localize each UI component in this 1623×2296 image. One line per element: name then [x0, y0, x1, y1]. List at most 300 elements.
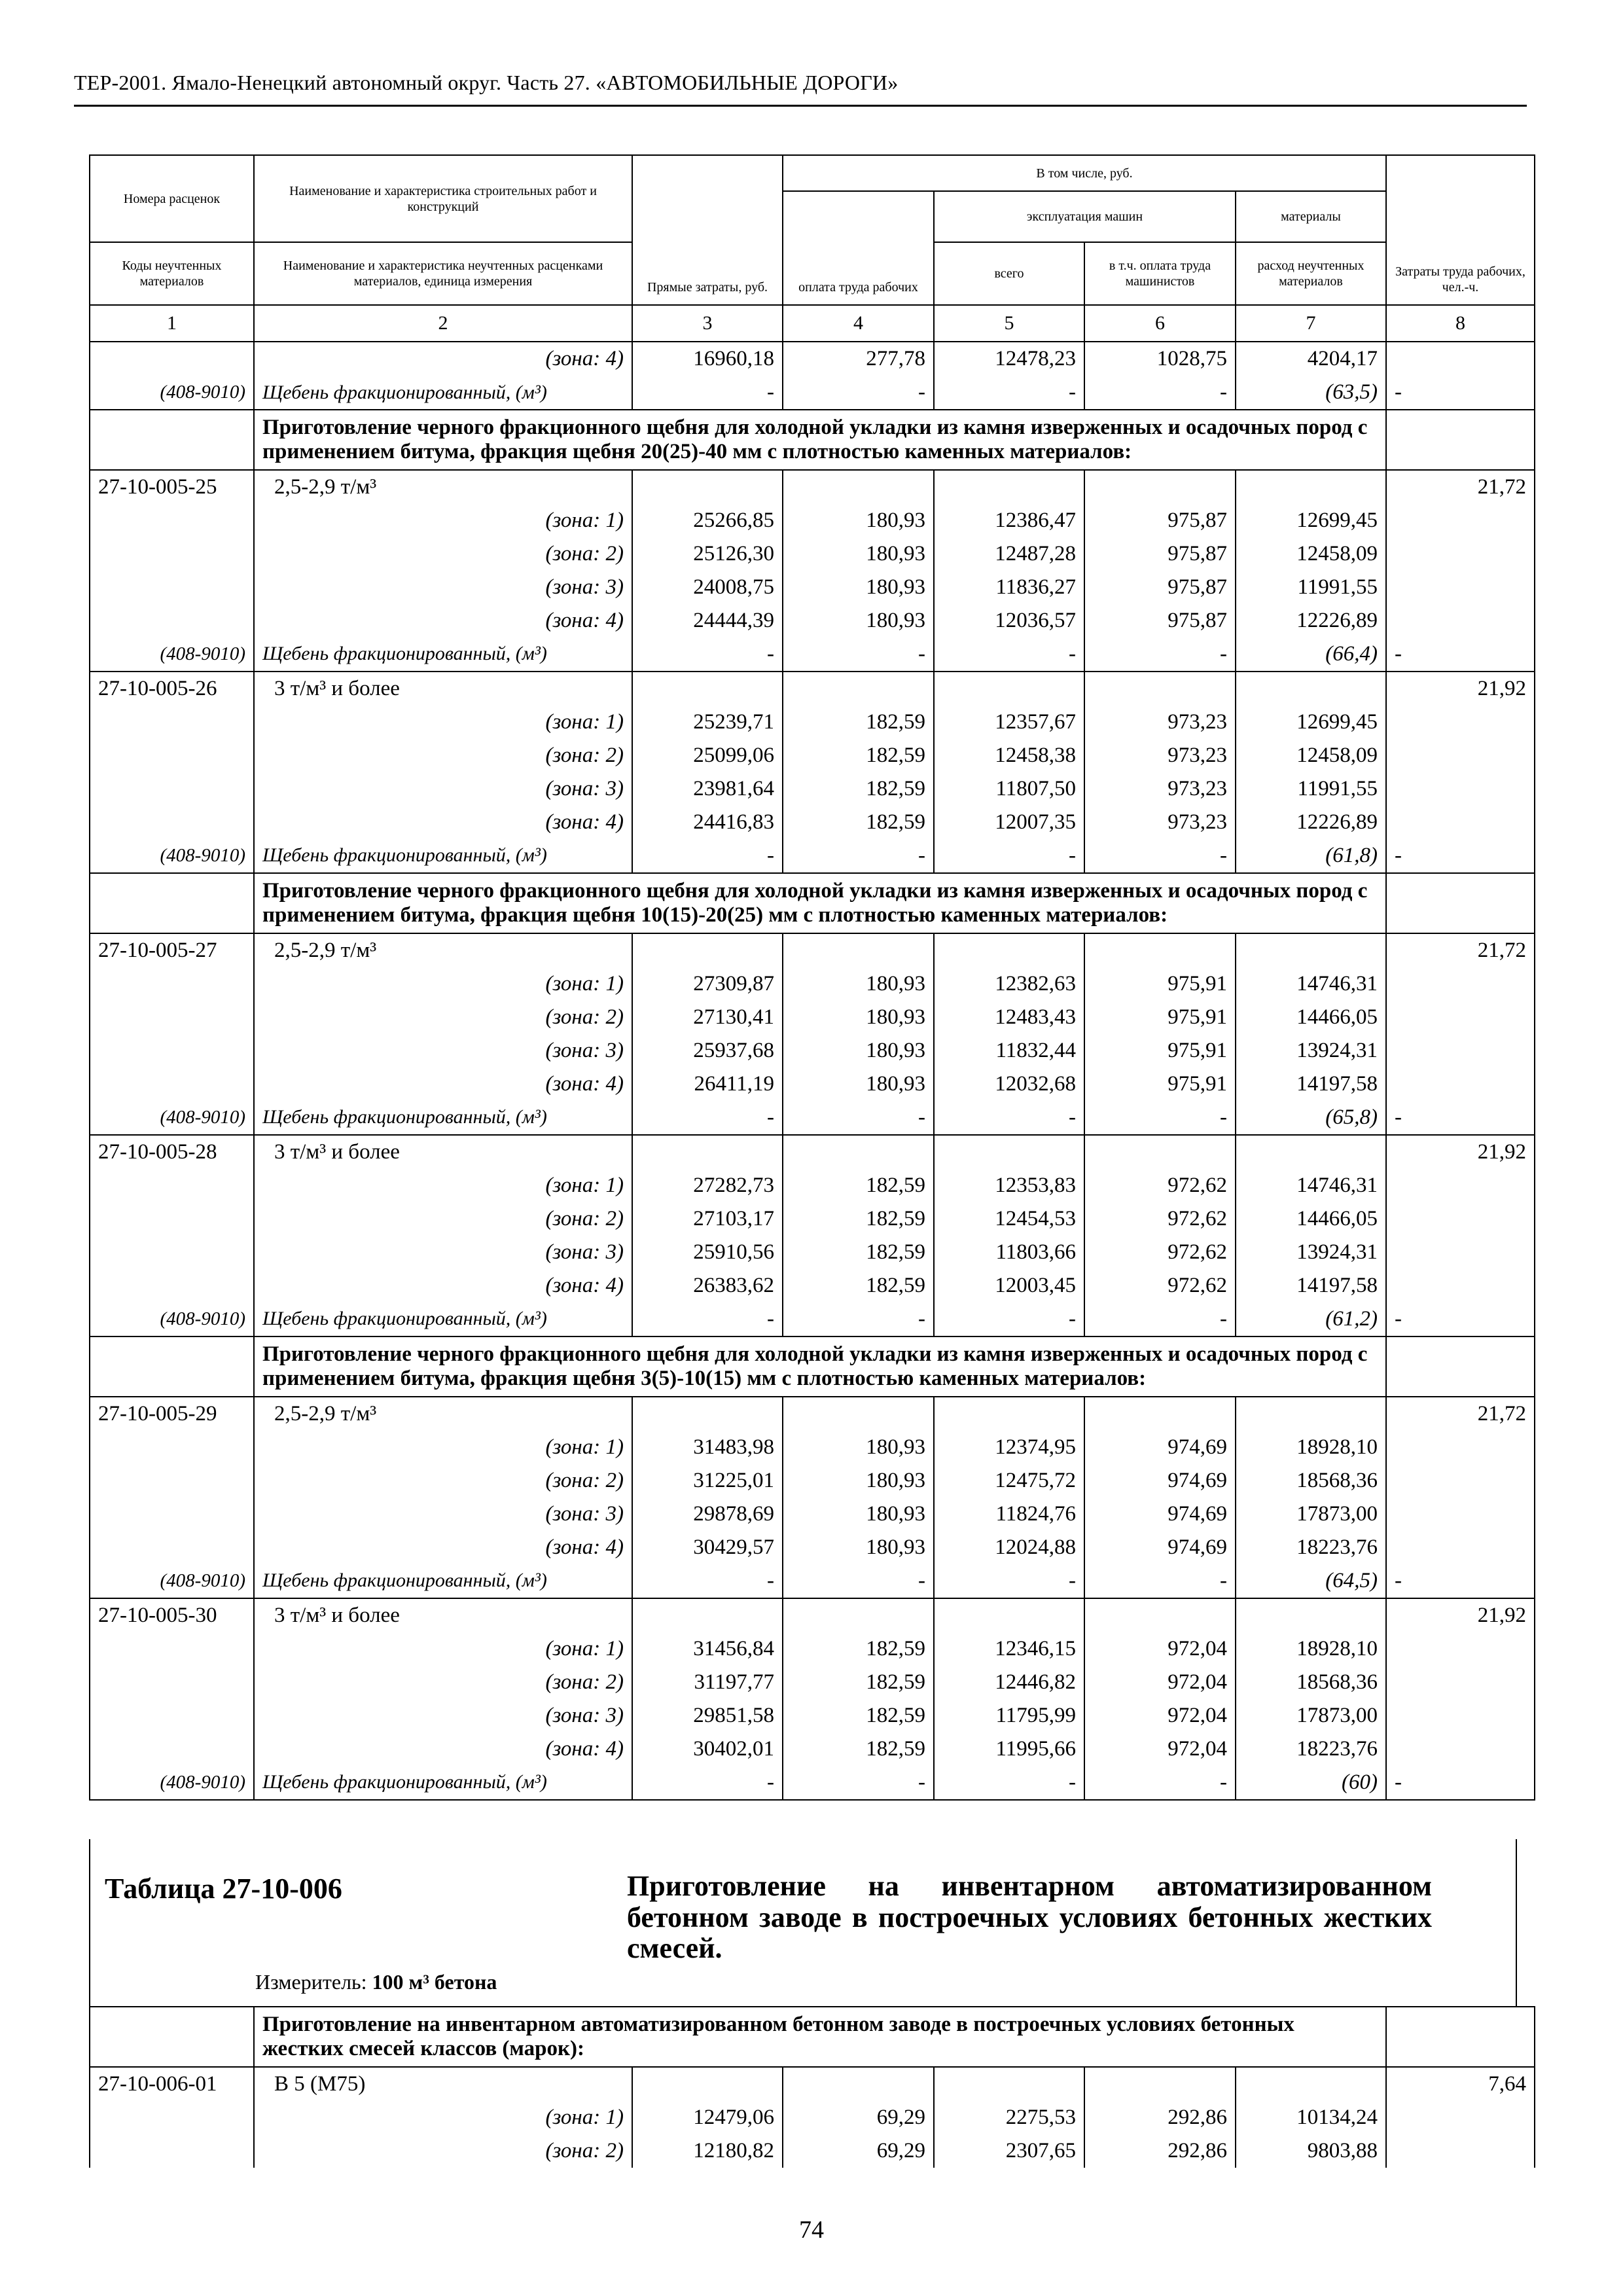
- empty-cell: [1386, 1034, 1535, 1067]
- value-cell: 974,69: [1084, 1464, 1236, 1498]
- zone-label: (зона: 3): [254, 1236, 632, 1269]
- value-cell: 12699,45: [1236, 706, 1386, 739]
- value-cell: 31225,01: [632, 1464, 783, 1498]
- zone-label: (зона: 3): [254, 1034, 632, 1067]
- rate-code: 27-10-005-28: [90, 1135, 254, 1169]
- value-cell: 972,62: [1084, 1236, 1236, 1269]
- value-cell: 18223,76: [1236, 1531, 1386, 1564]
- value-cell: 26383,62: [632, 1269, 783, 1302]
- dash-cell: -: [783, 1564, 934, 1598]
- zone-row: [90, 1431, 1535, 1464]
- value-cell: 13924,31: [1236, 1034, 1386, 1067]
- zone-row: [90, 537, 1535, 571]
- empty-cell: [632, 2067, 783, 2101]
- zone-label: (зона: 4): [254, 1067, 632, 1101]
- col-header-machines: эксплуатация машин: [934, 191, 1236, 242]
- empty-cell: [90, 2134, 254, 2168]
- empty-cell: [1236, 1135, 1386, 1169]
- value-cell: 180,93: [783, 1431, 934, 1464]
- empty-cell: [1236, 470, 1386, 504]
- dash-cell: -: [1386, 1101, 1535, 1135]
- value-cell: 182,59: [783, 739, 934, 772]
- section-heading: Приготовление на инвентарном автоматизированном бетонном заводе в построечных условиях бетонных жестких смесей классов (марок):: [254, 2007, 1386, 2067]
- value-cell: 292,86: [1084, 2134, 1236, 2168]
- value-cell: 180,93: [783, 571, 934, 604]
- zone-row: [90, 2101, 1535, 2134]
- rate-row: [90, 1397, 1535, 1431]
- col-number: 5: [934, 305, 1084, 342]
- value-cell: 25266,85: [632, 504, 783, 537]
- empty-cell: [632, 1135, 783, 1169]
- empty-cell: [1386, 1202, 1535, 1236]
- value-cell: 12024,88: [934, 1531, 1084, 1564]
- material-code: (408-9010): [90, 637, 254, 672]
- dash-cell: -: [934, 637, 1084, 672]
- dash-cell: -: [632, 637, 783, 672]
- col-number: 4: [783, 305, 934, 342]
- value-cell: 182,59: [783, 1632, 934, 1666]
- dash-cell: -: [934, 1564, 1084, 1598]
- value-cell: 12454,53: [934, 1202, 1084, 1236]
- zone-row: [90, 342, 1535, 376]
- material-code: (408-9010): [90, 1766, 254, 1800]
- empty-cell: [934, 672, 1084, 706]
- zone-label: (зона: 1): [254, 967, 632, 1001]
- dash-cell: -: [632, 1564, 783, 1598]
- empty-cell: [1386, 806, 1535, 839]
- empty-cell: [1386, 1067, 1535, 1101]
- empty-cell: [783, 470, 934, 504]
- measure-value: 100 м³ бетона: [372, 1970, 497, 1994]
- value-cell: 975,91: [1084, 1001, 1236, 1034]
- zone-row: [90, 2134, 1535, 2168]
- col-header-materials: материалы: [1236, 191, 1386, 242]
- value-cell: 25937,68: [632, 1034, 783, 1067]
- value-cell: 14197,58: [1236, 1269, 1386, 1302]
- empty-cell: [1386, 1269, 1535, 1302]
- col-number: 3: [632, 305, 783, 342]
- value-cell: 972,04: [1084, 1666, 1236, 1699]
- empty-cell: [90, 1431, 254, 1464]
- value-cell: 12032,68: [934, 1067, 1084, 1101]
- dash-cell: -: [783, 839, 934, 873]
- value-cell: 975,91: [1084, 1034, 1236, 1067]
- value-cell: 973,23: [1084, 806, 1236, 839]
- dash-cell: -: [632, 376, 783, 410]
- value-cell: 69,29: [783, 2101, 934, 2134]
- empty-cell: [1236, 1397, 1386, 1431]
- value-cell: 12003,45: [934, 1269, 1084, 1302]
- value-cell: 27103,17: [632, 1202, 783, 1236]
- dash-cell: -: [783, 1766, 934, 1800]
- rate-name: 2,5-2,9 т/м³: [254, 470, 632, 504]
- empty-cell: [1386, 1336, 1535, 1397]
- value-cell: 14197,58: [1236, 1067, 1386, 1101]
- value-cell: 14746,31: [1236, 1169, 1386, 1202]
- empty-cell: [934, 1397, 1084, 1431]
- zone-label: (зона: 2): [254, 1202, 632, 1236]
- dash-cell: -: [1084, 839, 1236, 873]
- value-cell: 12386,47: [934, 504, 1084, 537]
- value-cell: 27282,73: [632, 1169, 783, 1202]
- empty-cell: [90, 1498, 254, 1531]
- value-cell: 12478,23: [934, 342, 1084, 376]
- empty-cell: [1386, 571, 1535, 604]
- material-name: Щебень фракционированный, (м³): [254, 1302, 632, 1336]
- labor-cost: 7,64: [1386, 2067, 1535, 2101]
- value-cell: 975,87: [1084, 537, 1236, 571]
- empty-cell: [1386, 2101, 1535, 2134]
- table-006-rows: [89, 2006, 1535, 2168]
- empty-cell: [1236, 672, 1386, 706]
- value-cell: 974,69: [1084, 1531, 1236, 1564]
- rate-row: [90, 470, 1535, 504]
- zone-row: [90, 504, 1535, 537]
- empty-cell: [90, 1202, 254, 1236]
- material-name: Щебень фракционированный, (м³): [254, 1101, 632, 1135]
- labor-cost: 21,72: [1386, 470, 1535, 504]
- value-cell: 180,93: [783, 1001, 934, 1034]
- value-cell: 975,87: [1084, 571, 1236, 604]
- value-cell: 12226,89: [1236, 604, 1386, 637]
- zone-label: (зона: 2): [254, 1464, 632, 1498]
- value-cell: 31456,84: [632, 1632, 783, 1666]
- empty-cell: [1386, 1498, 1535, 1531]
- dash-cell: -: [1084, 1766, 1236, 1800]
- section-heading-row: [90, 1336, 1535, 1397]
- empty-cell: [783, 1135, 934, 1169]
- col-header-c4: оплата труда рабочих: [783, 191, 934, 305]
- empty-cell: [90, 1034, 254, 1067]
- value-cell: 972,62: [1084, 1169, 1236, 1202]
- dash-cell: -: [1084, 637, 1236, 672]
- value-cell: 11824,76: [934, 1498, 1084, 1531]
- material-row: [90, 637, 1535, 672]
- empty-cell: [1386, 537, 1535, 571]
- empty-cell: [1386, 873, 1535, 933]
- dash-cell: -: [1084, 376, 1236, 410]
- dash-cell: -: [934, 839, 1084, 873]
- value-cell: 12475,72: [934, 1464, 1084, 1498]
- col-header-c7: расход неучтенных материалов: [1236, 242, 1386, 305]
- zone-row: [90, 1236, 1535, 1269]
- empty-cell: [934, 470, 1084, 504]
- empty-cell: [1386, 1732, 1535, 1766]
- value-cell: 180,93: [783, 504, 934, 537]
- empty-cell: [90, 537, 254, 571]
- value-cell: 182,59: [783, 806, 934, 839]
- dash-cell: -: [1386, 839, 1535, 873]
- value-cell: 12483,43: [934, 1001, 1084, 1034]
- rate-row: [90, 1135, 1535, 1169]
- zone-label: (зона: 1): [254, 706, 632, 739]
- col-number: 2: [254, 305, 632, 342]
- zone-label: (зона: 3): [254, 1699, 632, 1732]
- value-cell: 972,62: [1084, 1202, 1236, 1236]
- material-name: Щебень фракционированный, (м³): [254, 839, 632, 873]
- value-cell: 18568,36: [1236, 1666, 1386, 1699]
- col-number: 7: [1236, 305, 1386, 342]
- value-cell: 182,59: [783, 1269, 934, 1302]
- material-row: [90, 1564, 1535, 1598]
- material-row: [90, 839, 1535, 873]
- value-cell: 180,93: [783, 967, 934, 1001]
- value-cell: 973,23: [1084, 706, 1236, 739]
- value-cell: 17873,00: [1236, 1699, 1386, 1732]
- dash-cell: -: [1084, 1564, 1236, 1598]
- empty-cell: [90, 1269, 254, 1302]
- empty-cell: [1386, 1632, 1535, 1666]
- value-cell: 972,62: [1084, 1269, 1236, 1302]
- empty-cell: [1386, 1531, 1535, 1564]
- empty-cell: [632, 470, 783, 504]
- value-cell: 25099,06: [632, 739, 783, 772]
- value-cell: 12487,28: [934, 537, 1084, 571]
- value-cell: 25126,30: [632, 537, 783, 571]
- material-qty: (65,8): [1236, 1101, 1386, 1135]
- labor-cost: 21,92: [1386, 1135, 1535, 1169]
- empty-cell: [90, 1236, 254, 1269]
- zone-row: [90, 806, 1535, 839]
- value-cell: 972,04: [1084, 1732, 1236, 1766]
- measure-label: Измеритель:: [255, 1970, 367, 1994]
- dash-cell: -: [783, 637, 934, 672]
- labor-cost: 21,92: [1386, 672, 1535, 706]
- value-cell: 12226,89: [1236, 806, 1386, 839]
- section-heading-row: [90, 2007, 1535, 2067]
- empty-cell: [1386, 1169, 1535, 1202]
- empty-cell: [90, 504, 254, 537]
- labor-cost: 21,92: [1386, 1598, 1535, 1632]
- col-header-c8: Затраты труда рабочих, чел.-ч.: [1386, 155, 1535, 305]
- value-cell: 9803,88: [1236, 2134, 1386, 2168]
- empty-cell: [90, 873, 254, 933]
- value-cell: 18223,76: [1236, 1732, 1386, 1766]
- empty-cell: [1386, 1464, 1535, 1498]
- col-number: 8: [1386, 305, 1535, 342]
- value-cell: 27309,87: [632, 967, 783, 1001]
- empty-cell: [1236, 933, 1386, 967]
- empty-cell: [90, 2007, 254, 2067]
- value-cell: 12458,09: [1236, 739, 1386, 772]
- material-code: (408-9010): [90, 1302, 254, 1336]
- value-cell: 292,86: [1084, 2101, 1236, 2134]
- value-cell: 11795,99: [934, 1699, 1084, 1732]
- rate-code: 27-10-005-29: [90, 1397, 254, 1431]
- zone-row: [90, 706, 1535, 739]
- value-cell: 13924,31: [1236, 1236, 1386, 1269]
- rate-row: [90, 1598, 1535, 1632]
- material-name: Щебень фракционированный, (м³): [254, 1766, 632, 1800]
- value-cell: 180,93: [783, 1034, 934, 1067]
- value-cell: 11995,66: [934, 1732, 1084, 1766]
- col-header-incl: В том числе, руб.: [783, 155, 1386, 191]
- material-code: (408-9010): [90, 1101, 254, 1135]
- empty-cell: [632, 672, 783, 706]
- value-cell: 2307,65: [934, 2134, 1084, 2168]
- zone-label: (зона: 1): [254, 504, 632, 537]
- value-cell: 182,59: [783, 1732, 934, 1766]
- empty-cell: [90, 1531, 254, 1564]
- zone-row: [90, 739, 1535, 772]
- empty-cell: [90, 967, 254, 1001]
- value-cell: 972,04: [1084, 1699, 1236, 1732]
- value-cell: 972,04: [1084, 1632, 1236, 1666]
- empty-cell: [90, 1067, 254, 1101]
- value-cell: 180,93: [783, 537, 934, 571]
- value-cell: 23981,64: [632, 772, 783, 806]
- table-006-description: Приготовление на инвентарном автоматизированном бетонном заводе в построечных условиях бетонных жестких смесей.: [627, 1870, 1432, 1965]
- dash-cell: -: [1084, 1101, 1236, 1135]
- value-cell: 975,87: [1084, 504, 1236, 537]
- empty-cell: [90, 1732, 254, 1766]
- empty-cell: [1386, 1666, 1535, 1699]
- rate-name: 3 т/м³ и более: [254, 672, 632, 706]
- rate-name: 2,5-2,9 т/м³: [254, 933, 632, 967]
- value-cell: 11991,55: [1236, 772, 1386, 806]
- value-cell: 12446,82: [934, 1666, 1084, 1699]
- zone-row: [90, 772, 1535, 806]
- empty-cell: [1386, 1001, 1535, 1034]
- dash-cell: -: [934, 1302, 1084, 1336]
- col-header-c3: Прямые затраты, руб.: [632, 155, 783, 305]
- dash-cell: -: [934, 376, 1084, 410]
- value-cell: 180,93: [783, 1464, 934, 1498]
- zone-label: (зона: 2): [254, 739, 632, 772]
- dash-cell: -: [632, 1766, 783, 1800]
- dash-cell: -: [783, 1302, 934, 1336]
- empty-cell: [90, 772, 254, 806]
- material-qty: (63,5): [1236, 376, 1386, 410]
- rate-row: [90, 933, 1535, 967]
- value-cell: 975,87: [1084, 604, 1236, 637]
- page-number: 74: [799, 2216, 824, 2244]
- empty-cell: [90, 571, 254, 604]
- value-cell: 25910,56: [632, 1236, 783, 1269]
- value-cell: 17873,00: [1236, 1498, 1386, 1531]
- value-cell: 11807,50: [934, 772, 1084, 806]
- zone-row: [90, 1498, 1535, 1531]
- zone-row: [90, 604, 1535, 637]
- rate-row: [90, 2067, 1535, 2101]
- material-code: (408-9010): [90, 1564, 254, 1598]
- value-cell: 12699,45: [1236, 504, 1386, 537]
- table-006-measure: [255, 1970, 497, 1994]
- rate-name: 3 т/м³ и более: [254, 1135, 632, 1169]
- zone-row: [90, 967, 1535, 1001]
- empty-cell: [1084, 933, 1236, 967]
- empty-cell: [1084, 672, 1236, 706]
- value-cell: 29851,58: [632, 1699, 783, 1732]
- empty-cell: [1386, 1236, 1535, 1269]
- section-heading-row: [90, 873, 1535, 933]
- rate-name: 3 т/м³ и более: [254, 1598, 632, 1632]
- empty-cell: [1386, 772, 1535, 806]
- material-row: [90, 1101, 1535, 1135]
- empty-cell: [90, 342, 254, 376]
- value-cell: 69,29: [783, 2134, 934, 2168]
- col-header-c1-top: Номера расценок: [90, 155, 254, 242]
- value-cell: 182,59: [783, 1169, 934, 1202]
- empty-cell: [1084, 470, 1236, 504]
- value-cell: 14466,05: [1236, 1001, 1386, 1034]
- value-cell: 1028,75: [1084, 342, 1236, 376]
- value-cell: 16960,18: [632, 342, 783, 376]
- value-cell: 30402,01: [632, 1732, 783, 1766]
- dash-cell: -: [934, 1101, 1084, 1135]
- empty-cell: [90, 739, 254, 772]
- zone-label: (зона: 3): [254, 1498, 632, 1531]
- value-cell: 180,93: [783, 1067, 934, 1101]
- empty-cell: [934, 2067, 1084, 2101]
- empty-cell: [632, 1397, 783, 1431]
- empty-cell: [1386, 2007, 1535, 2067]
- empty-cell: [1386, 706, 1535, 739]
- empty-cell: [90, 1169, 254, 1202]
- dash-cell: -: [783, 1101, 934, 1135]
- value-cell: 24416,83: [632, 806, 783, 839]
- zone-label: (зона: 1): [254, 1632, 632, 1666]
- material-qty: (61,2): [1236, 1302, 1386, 1336]
- value-cell: 974,69: [1084, 1431, 1236, 1464]
- rate-code: 27-10-005-27: [90, 933, 254, 967]
- empty-cell: [783, 1397, 934, 1431]
- zone-label: (зона: 3): [254, 772, 632, 806]
- value-cell: 12353,83: [934, 1169, 1084, 1202]
- material-qty: (66,4): [1236, 637, 1386, 672]
- zone-row: [90, 1034, 1535, 1067]
- zone-label: (зона: 2): [254, 2134, 632, 2168]
- zone-row: [90, 1001, 1535, 1034]
- dash-cell: -: [1386, 1302, 1535, 1336]
- running-header: ТЕР-2001. Ямало-Ненецкий автономный округ. Часть 27. «АВТОМОБИЛЬНЫЕ ДОРОГИ»: [74, 71, 899, 94]
- zone-row: [90, 1169, 1535, 1202]
- empty-cell: [90, 706, 254, 739]
- dash-cell: -: [1386, 1766, 1535, 1800]
- empty-cell: [1386, 504, 1535, 537]
- empty-cell: [1236, 2067, 1386, 2101]
- value-cell: 12180,82: [632, 2134, 783, 2168]
- empty-cell: [934, 933, 1084, 967]
- col-header-c2-bottom: Наименование и характеристика неучтенных расценками материалов, единица измерения: [254, 242, 632, 305]
- zone-label: (зона: 1): [254, 1169, 632, 1202]
- rate-code: 27-10-006-01: [90, 2067, 254, 2101]
- value-cell: 18928,10: [1236, 1632, 1386, 1666]
- value-cell: 29878,69: [632, 1498, 783, 1531]
- value-cell: 11836,27: [934, 571, 1084, 604]
- zone-label: (зона: 2): [254, 1001, 632, 1034]
- empty-cell: [90, 1699, 254, 1732]
- col-header-c1-bottom: Коды неучтенных материалов: [90, 242, 254, 305]
- value-cell: 26411,19: [632, 1067, 783, 1101]
- value-cell: 182,59: [783, 772, 934, 806]
- value-cell: 180,93: [783, 1531, 934, 1564]
- material-qty: (61,8): [1236, 839, 1386, 873]
- dash-cell: -: [934, 1766, 1084, 1800]
- empty-cell: [1386, 739, 1535, 772]
- zone-label: (зона: 3): [254, 571, 632, 604]
- value-cell: 180,93: [783, 604, 934, 637]
- value-cell: 182,59: [783, 1202, 934, 1236]
- zone-row: [90, 1269, 1535, 1302]
- zone-label: (зона: 4): [254, 1269, 632, 1302]
- material-code: (408-9010): [90, 839, 254, 873]
- zone-label: (зона: 4): [254, 1732, 632, 1766]
- zone-label: (зона: 1): [254, 1431, 632, 1464]
- value-cell: 182,59: [783, 1699, 934, 1732]
- col-number: 1: [90, 305, 254, 342]
- value-cell: 11832,44: [934, 1034, 1084, 1067]
